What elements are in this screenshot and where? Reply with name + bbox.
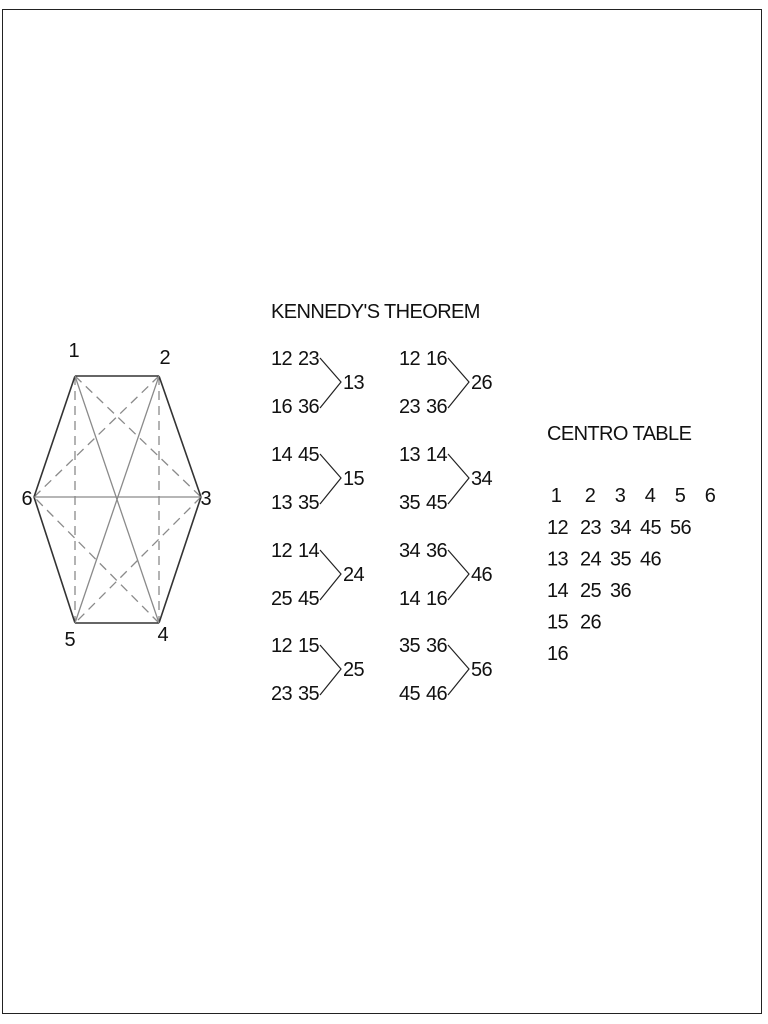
kennedy-result: 26 — [471, 372, 493, 394]
center-lines — [34, 376, 201, 623]
center-line-16 — [34, 376, 75, 497]
vertex-label-6: 6 — [21, 488, 33, 510]
centro-cell: 13 — [547, 548, 569, 571]
bracket-connector — [448, 358, 469, 408]
centro-header-cell: 3 — [614, 485, 626, 507]
center-line-23 — [159, 376, 201, 497]
kennedy-group — [399, 540, 493, 610]
centro-cell: 16 — [547, 643, 569, 665]
kennedy-result: 15 — [343, 468, 365, 490]
centro-header-cell: 1 — [550, 485, 562, 507]
kennedy-pair-top-b: 36 — [426, 540, 448, 562]
centro-cell: 14 — [547, 580, 569, 602]
kennedy-result: 25 — [343, 659, 365, 681]
centro-cell: 15 — [547, 611, 569, 634]
kennedy-pair-top-a: 34 — [399, 540, 421, 562]
kennedy-pair-top-a: 35 — [399, 635, 421, 657]
centro-header-cell: 6 — [704, 485, 716, 507]
kennedys-theorem-title: KENNEDY'S THEOREM — [271, 301, 480, 323]
kennedy-result: 46 — [471, 564, 493, 586]
kennedy-pair-top-a: 12 — [271, 635, 293, 657]
kennedy-pair-bottom-a: 25 — [271, 588, 293, 610]
bracket-connector — [320, 358, 341, 408]
centro-cell: 25 — [580, 580, 602, 602]
kennedy-pair-top-a: 12 — [399, 348, 421, 370]
kennedy-group — [271, 635, 365, 705]
vertex-label-2: 2 — [159, 347, 171, 369]
circle-diagram — [21, 340, 211, 651]
kennedy-pair-bottom-a: 16 — [271, 396, 293, 418]
center-line-34 — [159, 497, 201, 623]
centro-header-cell: 2 — [584, 485, 596, 507]
bracket-connector — [320, 454, 341, 504]
centro-cell: 35 — [610, 548, 632, 571]
kennedy-group — [399, 348, 493, 418]
centro-cell: 56 — [670, 517, 692, 539]
kennedy-pair-bottom-b: 36 — [298, 396, 320, 418]
kennedy-group — [399, 444, 493, 514]
centro-table-title: CENTRO TABLE — [547, 423, 692, 445]
kennedy-result: 56 — [471, 659, 493, 681]
kennedy-pair-top-a: 14 — [271, 444, 293, 466]
centro-cell: 24 — [580, 548, 602, 571]
kennedy-pair-top-b: 36 — [426, 635, 448, 657]
kennedy-group — [271, 540, 365, 610]
kennedy-result: 34 — [471, 468, 493, 490]
centro-cell: 26 — [580, 611, 602, 634]
kennedy-pair-top-a: 12 — [271, 540, 293, 562]
bracket-connector — [448, 454, 469, 504]
center-line-26 — [34, 376, 159, 497]
centro-cell: 36 — [610, 580, 632, 602]
kennedy-pair-top-b: 15 — [298, 635, 320, 657]
centro-cell: 46 — [640, 548, 662, 571]
kennedy-pair-top-b: 14 — [298, 540, 320, 562]
kennedy-group — [271, 348, 365, 418]
kennedy-pair-top-b: 23 — [298, 348, 320, 370]
bracket-connector — [448, 550, 469, 600]
centro-header-cell: 4 — [644, 485, 656, 507]
kennedy-pair-bottom-a: 45 — [399, 683, 421, 705]
kennedy-pair-top-a: 12 — [271, 348, 293, 370]
kennedy-pair-top-a: 13 — [399, 444, 421, 466]
bracket-connector — [448, 645, 469, 695]
kennedy-pair-top-b: 16 — [426, 348, 448, 370]
kennedy-pair-top-b: 45 — [298, 444, 320, 466]
kennedy-pair-bottom-a: 14 — [399, 588, 421, 610]
kennedy-groups — [271, 348, 493, 705]
center-line-56 — [34, 497, 75, 623]
vertex-label-1: 1 — [68, 340, 80, 362]
centro-header-cell: 5 — [674, 485, 686, 507]
kennedy-pair-bottom-b: 16 — [426, 588, 448, 610]
centro-cell: 23 — [580, 517, 602, 539]
centro-cell: 45 — [640, 517, 662, 539]
kennedy-pair-bottom-b: 35 — [298, 492, 320, 514]
kennedy-result: 13 — [343, 372, 365, 394]
vertex-label-5: 5 — [64, 629, 76, 651]
kennedy-result: 24 — [343, 564, 365, 586]
kennedy-group — [399, 635, 493, 705]
kennedy-pair-bottom-b: 35 — [298, 683, 320, 705]
kennedy-pair-bottom-b: 46 — [426, 683, 448, 705]
centro-cell: 12 — [547, 517, 569, 539]
bracket-connector — [320, 645, 341, 695]
kennedy-pair-bottom-a: 13 — [271, 492, 293, 514]
kennedy-pair-top-b: 14 — [426, 444, 448, 466]
kennedy-pair-bottom-b: 36 — [426, 396, 448, 418]
vertex-label-3: 3 — [200, 488, 212, 510]
vertex-label-4: 4 — [157, 624, 169, 646]
bracket-connector — [320, 550, 341, 600]
centro-table — [547, 485, 716, 665]
centro-cell: 34 — [610, 517, 632, 539]
kennedy-pair-bottom-b: 45 — [426, 492, 448, 514]
kennedy-pair-bottom-a: 35 — [399, 492, 421, 514]
kennedy-pair-bottom-b: 45 — [298, 588, 320, 610]
kennedy-pair-bottom-a: 23 — [399, 396, 421, 418]
kennedy-group — [271, 444, 365, 514]
kennedy-pair-bottom-a: 23 — [271, 683, 293, 705]
